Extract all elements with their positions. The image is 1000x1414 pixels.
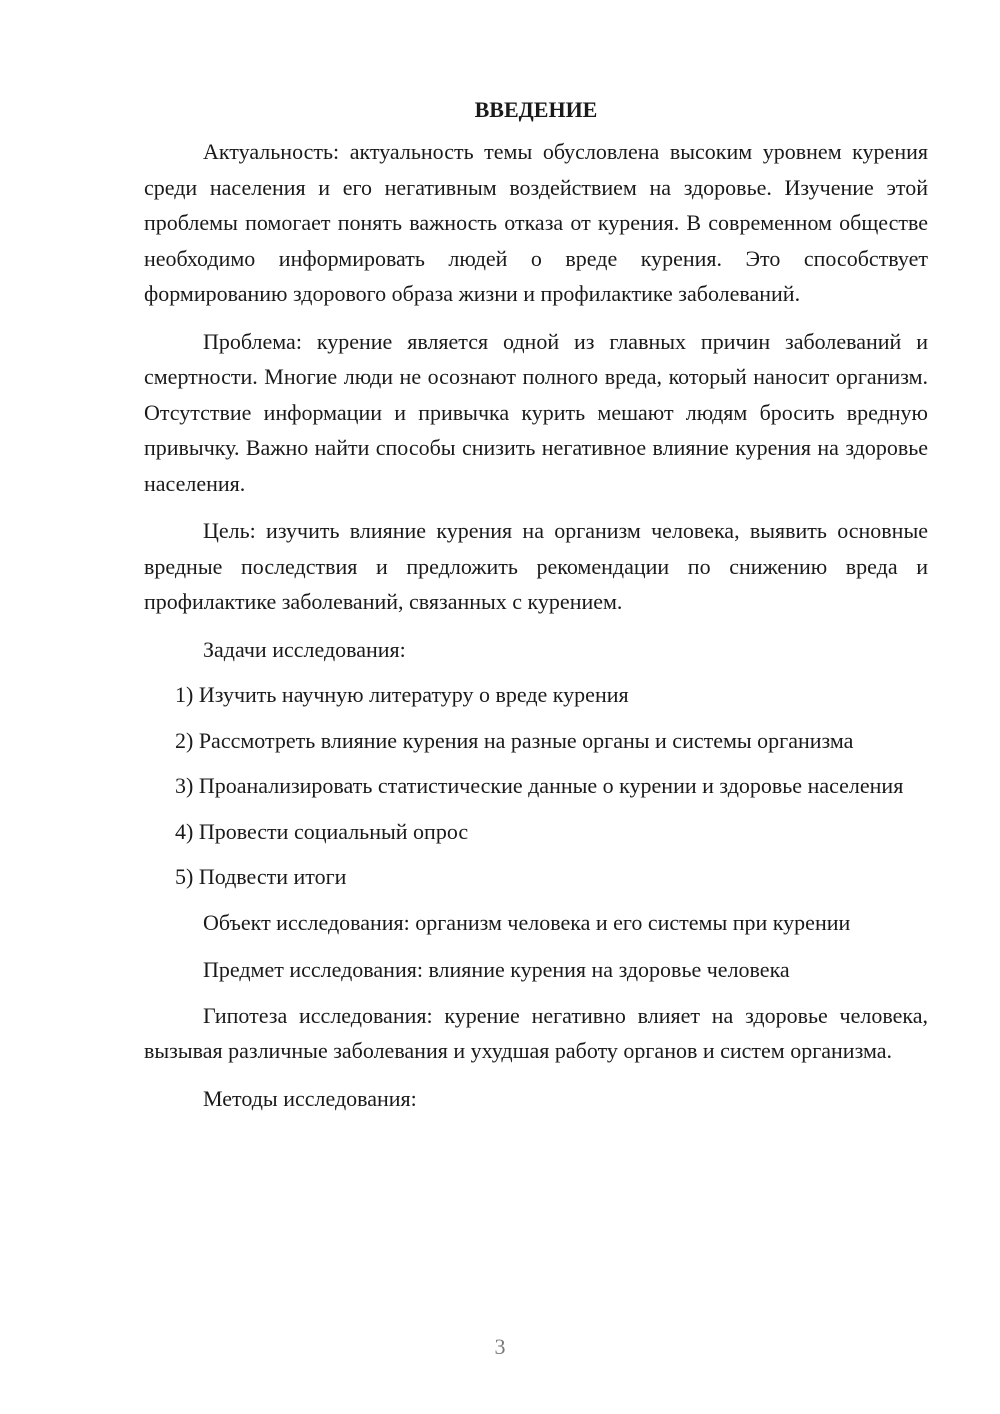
task-item-5: 5) Подвести итоги: [175, 864, 347, 889]
subject-paragraph: Предмет исследования: влияние курения на здоровье человека: [203, 957, 790, 982]
task-item-3: 3) Проанализировать статистические данные о курении и здоровье населения: [175, 773, 904, 798]
document-page: [144, 92, 928, 1126]
page-number: 3: [494, 1334, 506, 1359]
relevance-paragraph: Актуальность: актуальность темы обусловлена высоким уровнем курения среди населения и его негативным воздействием на здоровье. Изучение этой проблемы помогает понять важность отказа от курения. В современном обществе необходимо информировать людей о вреде курения. Это способствует формированию здорового образа жизни и профилактике заболеваний.: [144, 139, 928, 306]
hypothesis-paragraph: Гипотеза исследования: курение негативно влияет на здоровье человека, вызывая различные заболевания и ухудшая работу органов и систем организма.: [144, 1002, 928, 1063]
tasks-heading: Задачи исследования:: [203, 636, 406, 662]
goal-paragraph: Цель: изучить влияние курения на организм человека, выявить основные вредные последствия и предложить рекомендации по снижению вреда и профилактике заболеваний, связанных с курением.: [144, 518, 928, 614]
task-item-4: 4) Провести социальный опрос: [175, 818, 469, 844]
task-item-2: 2) Рассмотреть влияние курения на разные органы и системы организма: [175, 727, 854, 753]
methods-heading: Методы исследования:: [203, 1085, 417, 1111]
object-paragraph: Объект исследования: организм человека и его системы при курении: [203, 909, 851, 935]
page-title: ВВЕДЕНИЕ: [474, 97, 598, 122]
task-item-1: 1) Изучить научную литературу о вреде курения: [175, 682, 629, 707]
problem-paragraph: Проблема: курение является одной из главных причин заболеваний и смертности. Многие люди не осознают полного вреда, который наносит организм. Отсутствие информации и привычка курить мешают людям бросить вредную привычку. Важно найти способы снизить негативное влияние курения на здоровье населения.: [144, 328, 928, 496]
